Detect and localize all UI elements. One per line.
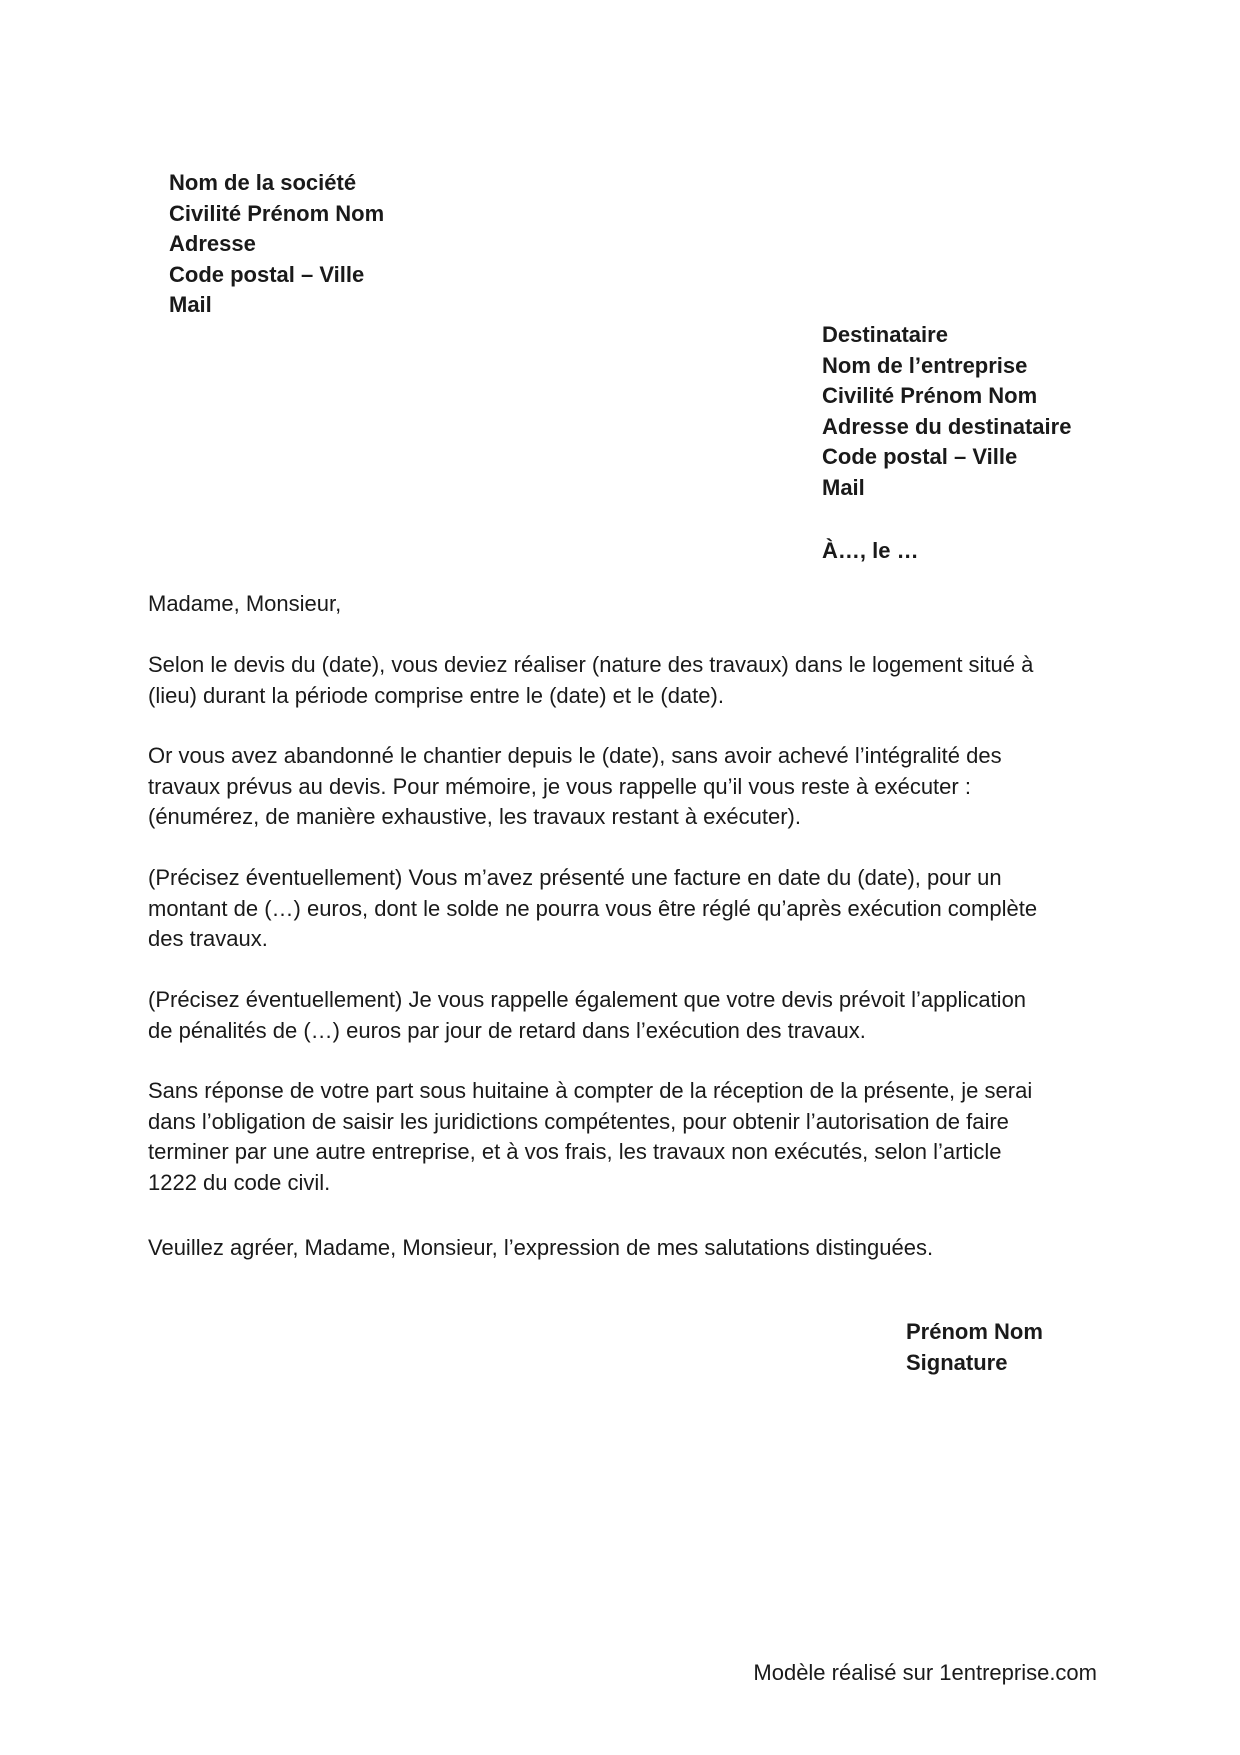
paragraph-line: de pénalités de (…) euros par jour de retard dans l’exécution des travaux.	[148, 1017, 866, 1043]
sender-mail: Mail	[169, 292, 212, 317]
paragraph-line: Or vous avez abandonné le chantier depuis le (date), sans avoir achevé l’intégralité des	[148, 743, 1002, 768]
place-date: À…, le …	[822, 538, 919, 563]
paragraph-line: terminer par une autre entreprise, et à vos frais, les travaux non exécutés, selon l’article	[148, 1139, 1002, 1164]
paragraph-quote-reference	[148, 650, 1088, 711]
recipient-contact-name: Civilité Prénom Nom	[822, 383, 1038, 408]
paragraph-line: montant de (…) euros, dont le solde ne pourra vous être réglé qu’après exécution complète	[148, 895, 1038, 921]
paragraph-line: Selon le devis du (date), vous deviez réaliser (nature des travaux) dans le logement situé à	[148, 652, 1034, 677]
paragraph-line: (Précisez éventuellement) Je vous rappelle également que votre devis prévoit l’application	[148, 987, 1027, 1012]
sender-address: Adresse	[169, 231, 256, 256]
sender-company-name: Nom de la société	[169, 170, 357, 195]
paragraph-line: (lieu) durant la période comprise entre le (date) et le (date).	[148, 682, 724, 708]
closing-text: Veuillez agréer, Madame, Monsieur, l’expression de mes salutations distinguées.	[148, 1235, 934, 1260]
sender-contact-name: Civilité Prénom Nom	[169, 200, 385, 226]
salutation	[148, 589, 1088, 620]
salutation-text: Madame, Monsieur,	[148, 591, 342, 616]
recipient-label: Destinataire	[822, 322, 948, 347]
footer-credit: Modèle réalisé sur 1entreprise.com	[753, 1660, 1097, 1685]
recipient-address-block	[822, 320, 1071, 503]
paragraph-line: (énumérez, de manière exhaustive, les travaux restant à exécuter).	[148, 804, 801, 829]
paragraph-line: dans l’obligation de saisir les juridictions compétentes, pour obtenir l’autorisation de faire	[148, 1108, 1009, 1134]
paragraph-line: 1222 du code civil.	[148, 1169, 331, 1195]
sender-address-block	[169, 168, 384, 321]
paragraph-line: des travaux.	[148, 926, 268, 951]
paragraph-abandonment	[148, 741, 1088, 833]
paragraph-invoice	[148, 863, 1088, 955]
recipient-postal-city: Code postal – Ville	[822, 444, 1018, 469]
closing-formula	[148, 1233, 1088, 1264]
signature-block	[906, 1317, 1043, 1378]
paragraph-line: travaux prévus au devis. Pour mémoire, je vous rappelle qu’il vous reste à exécuter :	[148, 773, 971, 799]
paragraph-legal-action	[148, 1076, 1088, 1198]
recipient-address: Adresse du destinataire	[822, 413, 1072, 439]
signature-name: Prénom Nom	[906, 1319, 1043, 1344]
paragraph-line: Sans réponse de votre part sous huitaine à compter de la réception de la présente, je serai	[148, 1078, 1033, 1103]
sender-postal-city: Code postal – Ville	[169, 261, 365, 287]
paragraph-penalties	[148, 985, 1088, 1046]
recipient-company-name: Nom de l’entreprise	[822, 352, 1028, 378]
paragraph-line: (Précisez éventuellement) Vous m’avez présenté une facture en date du (date), pour un	[148, 865, 1002, 890]
recipient-mail: Mail	[822, 474, 865, 500]
signature-label: Signature	[906, 1349, 1008, 1375]
